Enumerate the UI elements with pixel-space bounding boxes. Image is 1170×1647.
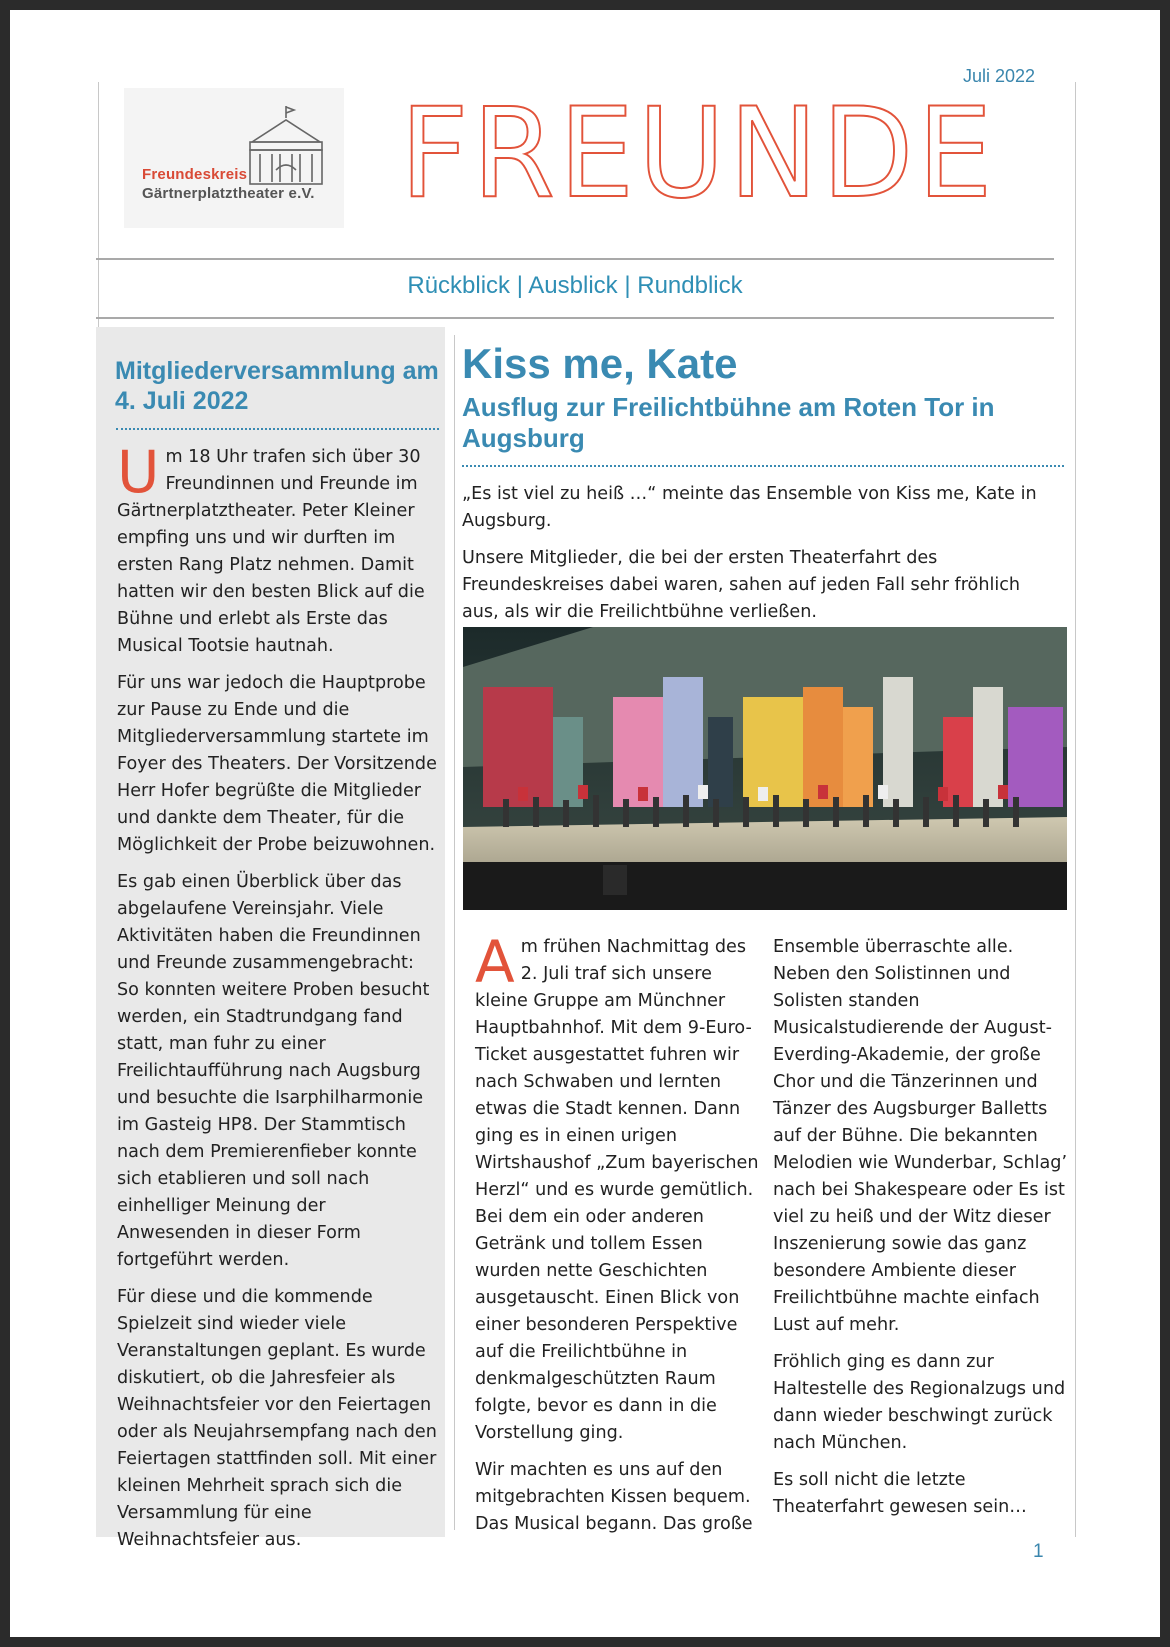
article-title: Kiss me, Kate [462,340,738,387]
theater-building-icon [246,104,326,188]
article-paragraph: Fröhlich ging es dann zur Haltestelle des Regionalzugs und dann wieder beschwingt zurück nach München. [773,1352,1066,1453]
article-paragraph: Wir machten es uns auf den mitgebrachten Kissen bequem. Das Musical begann. Das große [475,1460,753,1534]
right-margin-rule [1075,82,1076,1537]
sidebar-paragraph [117,438,439,660]
sidebar-paragraph: Es gab einen Überblick über das abgelaufene Vereinsjahr. Viele Aktivitäten haben die Freundinnen und Freunde zusammengebracht: So konnten weitere Proben besucht werden, ein Stadtrundgang fand statt, man fuhr zu einer Freilichtaufführung nach Augsburg und besuchte die Isarphilharmonie im Gasteig HP8. Der Stammtisch nach dem Premierenfieber konnte sich etablieren und soll nach einhelliger Meinung der Anwesenden in dieser Form fortgeführt werden. [117,872,430,1270]
stage-photo [463,627,1067,910]
drop-cap: A [475,928,515,996]
masthead-title [400,82,997,226]
sidebar-paragraph: Für diese und die kommende Spielzeit sind wieder viele Veranstaltungen geplant. Es wurde diskutiert, ob die Jahresfeier als Weihnachtsfeier vor den Feiertagen oder als Neujahrsempfang nach den Feiertagen stattfinden soll. Mit einer kleinen Mehrheit sprach sich die Versammlung für eine Weihnachtsfeier aus. [117,1287,437,1550]
logo-text-line1: Freundeskreis [142,166,248,183]
logo-text-line2: Gärtnerplatztheater e.V. [142,185,315,202]
article-subtitle: Ausflug zur Freilichtbühne am Roten Tor in Augsburg [462,392,995,453]
sidebar-heading: Mitgliederversammlung am 4. Juli 2022 [115,357,439,415]
sidebar-paragraph: Für uns war jedoch die Hauptprobe zur Pause zu Ende und die Mitgliederversammlung startete im Foyer des Theaters. Der Vorsitzende Herr Hofer begrüßte die Mitglieder und dankte dem Theater, für die Möglichkeit der Probe beizuwohnen. [117,673,437,855]
sidebar-heading-divider [116,428,439,430]
article-heading-divider [462,465,1064,467]
article-column-2 [773,934,1073,1531]
column-divider-rule [454,335,455,1530]
article-intro [462,481,1062,636]
freundeskreis-logo [124,88,344,228]
header-bottom-rule [96,317,1054,319]
sidebar-paragraph-text: m 18 Uhr trafen sich über 30 Freundinnen und Freunde im Gärtnerplatztheater. Peter Kleiner empfing uns und wir durften im ersten Rang Platz nehmen. Damit hatten wir den besten Blick auf die Bühne und erlebt als Erste das Musical Tootsie hautnah. [117,447,425,656]
tagline: Rückblick | Ausblick | Rundblick [407,272,743,299]
article-paragraph: Es soll nicht die letzte Theaterfahrt gewesen sein… [773,1470,1027,1517]
intro-paragraph: Unsere Mitglieder, die bei der ersten Theaterfahrt des Freundeskreises dabei waren, sahen auf jeden Fall sehr fröhlich aus, als wir die Freilichtbühne verließen. [462,548,1021,622]
drop-cap: U [117,438,160,506]
freilichtbuehne-stage-image [463,627,1067,910]
issue-date: Juli 2022 [963,66,1036,86]
header-top-rule [96,258,1054,260]
page-number: 1 [1033,1541,1044,1562]
article-paragraph: Ensemble überraschte alle. Neben den Solistinnen und Solisten standen Musicalstudierende der August-Everding-Akademie, der große Chor und die Tänzerinnen und Tänzer des Augsburger Balletts auf der Bühne. Die bekannten Melodien wie Wunderbar, Schlag’ nach bei Shakespeare oder Es ist viel zu heiß und der Witz dieser Inszenierung sowie das ganz besondere Ambiente dieser Freilichtbühne machte einfach Lust auf mehr. [773,937,1068,1335]
sidebar-text [117,438,439,1564]
article-paragraph-text: m frühen Nachmittag des 2. Juli traf sich unsere kleine Gruppe am Münchner Hauptbahnhof. Mit dem 9-Euro-Ticket ausgestattet fuhren wir nach Schwaben und lernten etwas die Stadt kennen. Dann ging es in einen urigen Wirtshaushof „Zum bayerischen Herzl“ und es wurde gemütlich. Bei dem ein oder anderen Getränk und tollem Essen wurden nette Geschichten ausgetauscht. Einen Blick von einer besonderen Perspektive auf die Freilichtbühne in denkmalgeschützten Raum folgte, bevor es dann in die Vorstellung ging. [475,937,759,1443]
intro-paragraph: „Es ist viel zu heiß …“ meinte das Ensemble von Kiss me, Kate in Augsburg. [462,484,1037,531]
article-column-1 [475,928,760,1548]
masthead-text: FREUNDE [400,82,997,226]
article-paragraph [475,928,760,1447]
